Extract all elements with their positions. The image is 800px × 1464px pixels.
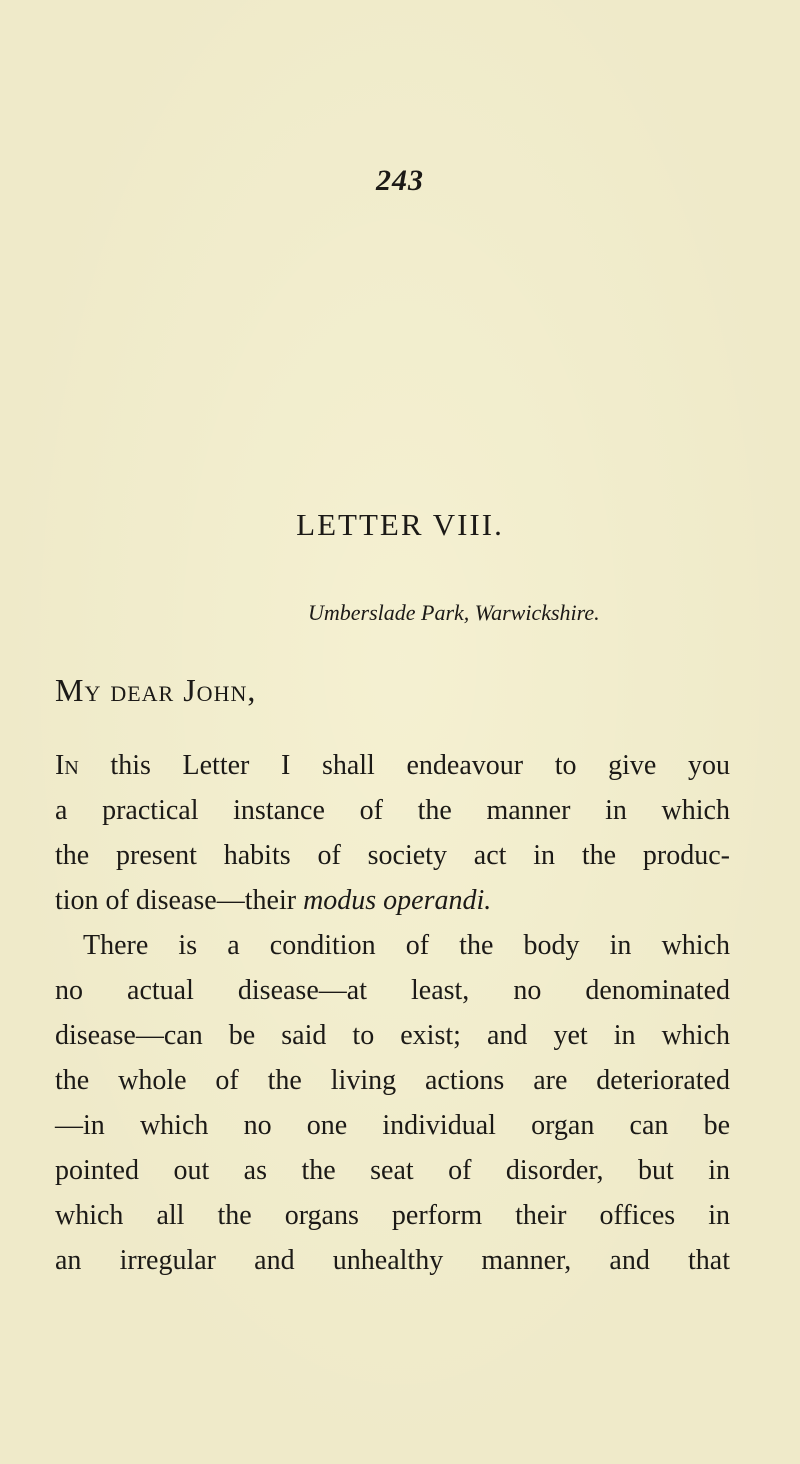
text-line: the present habits of society act in the produc- (55, 840, 730, 871)
text-fragment: this Letter I shall endeavour to give you (78, 750, 730, 781)
letter-heading: LETTER VIII. (296, 507, 504, 542)
lead-word: In (55, 750, 79, 781)
text-line (55, 878, 730, 923)
text-line: no actual disease—at least, no denominated (55, 975, 730, 1006)
text-fragment: tion of disease—their (55, 885, 304, 916)
text-line: pointed out as the seat of disorder, but in (55, 1155, 730, 1186)
italic-phrase: modus operandi. (303, 885, 492, 916)
text-line: There is a condition of the body in which (83, 930, 730, 961)
salutation: My dear John, (55, 672, 257, 708)
text-line: —in which no one individual organ can be (55, 1110, 730, 1141)
text-line: a practical instance of the manner in which (55, 795, 730, 826)
text-line: an irregular and unhealthy manner, and that (55, 1245, 730, 1276)
page-number: 243 (376, 164, 424, 197)
letter-body (55, 743, 730, 1283)
text-line: which all the organs perform their offices in (55, 1200, 730, 1231)
letter-location: Umberslade Park, Warwickshire. (308, 600, 600, 625)
text-line (55, 743, 730, 788)
text-line: disease—can be said to exist; and yet in which (55, 1020, 730, 1051)
text-line: the whole of the living actions are deteriorated (55, 1065, 730, 1096)
